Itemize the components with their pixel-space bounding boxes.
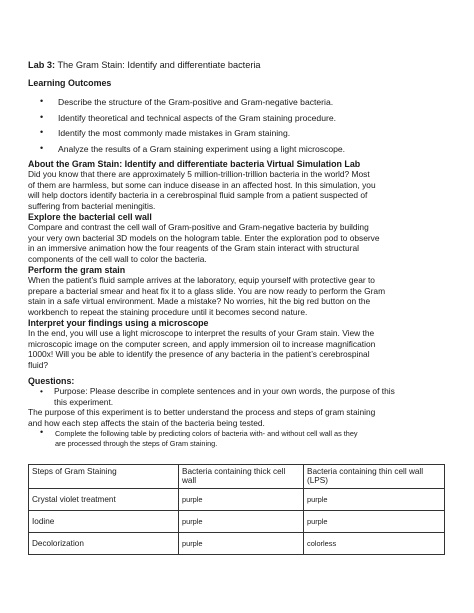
perform-line: prepare a bacterial smear and heat fix it to a glass slide. You are now ready to perform the Gram [28, 285, 386, 296]
gram-staining-table [28, 464, 445, 555]
perform-paragraph [28, 275, 448, 317]
interpret-paragraph [28, 328, 448, 370]
table-row [29, 533, 445, 555]
table-instruction [40, 429, 452, 448]
explore-line: in an immersive animation how the four reagents of the Gram stain interact with structural [28, 243, 359, 254]
explore-line: components of the cell wall to color the bacteria. [28, 253, 207, 264]
about-line: Did you know that there are approximately 5 million-trillion-trillion bacteria in the world? Most [28, 169, 370, 179]
purpose-line: this experiment. [54, 396, 114, 407]
about-paragraph [28, 169, 448, 211]
table-row [29, 511, 445, 533]
thick-wall-cell: purple [179, 489, 304, 511]
purpose-question [40, 386, 450, 407]
interpret-line: fluid? [28, 359, 49, 370]
lab-title [28, 60, 261, 70]
about-line: suffering from bacterial meningitis. [28, 200, 156, 211]
step-cell: Crystal violet treatment [29, 489, 179, 511]
questions-heading: Questions: [28, 376, 75, 386]
outcome-item: Analyze the results of a Gram staining experiment using a light microscope. [58, 144, 346, 154]
outcome-item: Identify the most commonly made mistakes in Gram staining. [58, 128, 291, 138]
step-cell: Iodine [29, 511, 179, 533]
perform-line: workbench to repeat the staining procedure until it becomes second nature. [28, 306, 308, 317]
bullet-dot: • [40, 143, 44, 153]
thin-wall-cell: purple [304, 511, 445, 533]
bullet-dot: • [40, 427, 44, 437]
answer-line: The purpose of this experiment is to better understand the process and steps of gram staining [28, 407, 376, 417]
explore-line: Compare and contrast the cell wall of Gram-positive and Gram-negative bacteria by building [28, 222, 369, 232]
outcome-item: Describe the structure of the Gram-positive and Gram-negative bacteria. [58, 97, 334, 107]
step-cell: Decolorization [29, 533, 179, 555]
thin-wall-cell: purple [304, 489, 445, 511]
about-heading: About the Gram Stain: Identify and differentiate bacteria Virtual Simulation Lab [28, 159, 361, 169]
explore-line: your very own bacterial 3D models on the hologram table. Enter the exploration pod to observe [28, 232, 380, 243]
table-header-row [29, 465, 445, 489]
instruction-line: Complete the following table by predicting colors of bacteria with- and without cell wall as they [55, 429, 358, 438]
lab-title-text: The Gram Stain: Identify and differentiate bacteria [55, 60, 261, 70]
table-header-cell: Steps of Gram Staining [29, 465, 179, 489]
bullet-dot: • [40, 112, 44, 122]
purpose-answer [28, 407, 448, 428]
explore-paragraph [28, 222, 448, 264]
purpose-line: Purpose: Please describe in complete sentences and in your own words, the purpose of this [54, 386, 395, 396]
lab-title-prefix: Lab 3: [28, 60, 56, 70]
about-line: of them are harmless, but some can induce disease in an affected host. In this simulation, you [28, 179, 376, 190]
outcome-item: Identify theoretical and technical aspects of the Gram staining procedure. [58, 113, 337, 123]
instruction-line: are processed through the steps of Gram staining. [55, 438, 218, 448]
perform-line: stain in a safe virtual environment. Made a mistake? No worries, hit the big red button on the [28, 296, 371, 307]
interpret-line: 1000x! Will you be able to identify the presence of any bacteria in the patient’s cerebrospinal [28, 349, 370, 360]
bullet-dot: • [40, 96, 44, 106]
bullet-dot: • [40, 386, 43, 396]
answer-line: and how each step affects the stain of the bacteria being tested. [28, 417, 265, 428]
table-header-cell: Bacteria containing thick cell wall [179, 465, 304, 489]
about-line: will help doctors identify bacteria in a cerebrospinal fluid sample from a patient suspected of [28, 190, 368, 201]
interpret-heading: Interpret your findings using a microscope [28, 318, 209, 328]
table-header-cell: Bacteria containing thin cell wall (LPS) [304, 465, 445, 489]
thin-wall-cell: colorless [304, 533, 445, 555]
perform-heading: Perform the gram stain [28, 265, 126, 275]
perform-line: When the patient’s fluid sample arrives at the laboratory, equip yourself with protective gear to [28, 275, 375, 285]
bullet-dot: • [40, 127, 44, 137]
interpret-line: microscopic image on the computer screen, and apply immersion oil to increase magnification [28, 338, 376, 349]
learning-outcomes-heading: Learning Outcomes [28, 78, 112, 88]
explore-heading: Explore the bacterial cell wall [28, 212, 152, 222]
interpret-line: In the end, you will use a light microscope to interpret the results of your Gram stain. View the [28, 328, 375, 338]
table-row [29, 489, 445, 511]
thick-wall-cell: purple [179, 533, 304, 555]
thick-wall-cell: purple [179, 511, 304, 533]
